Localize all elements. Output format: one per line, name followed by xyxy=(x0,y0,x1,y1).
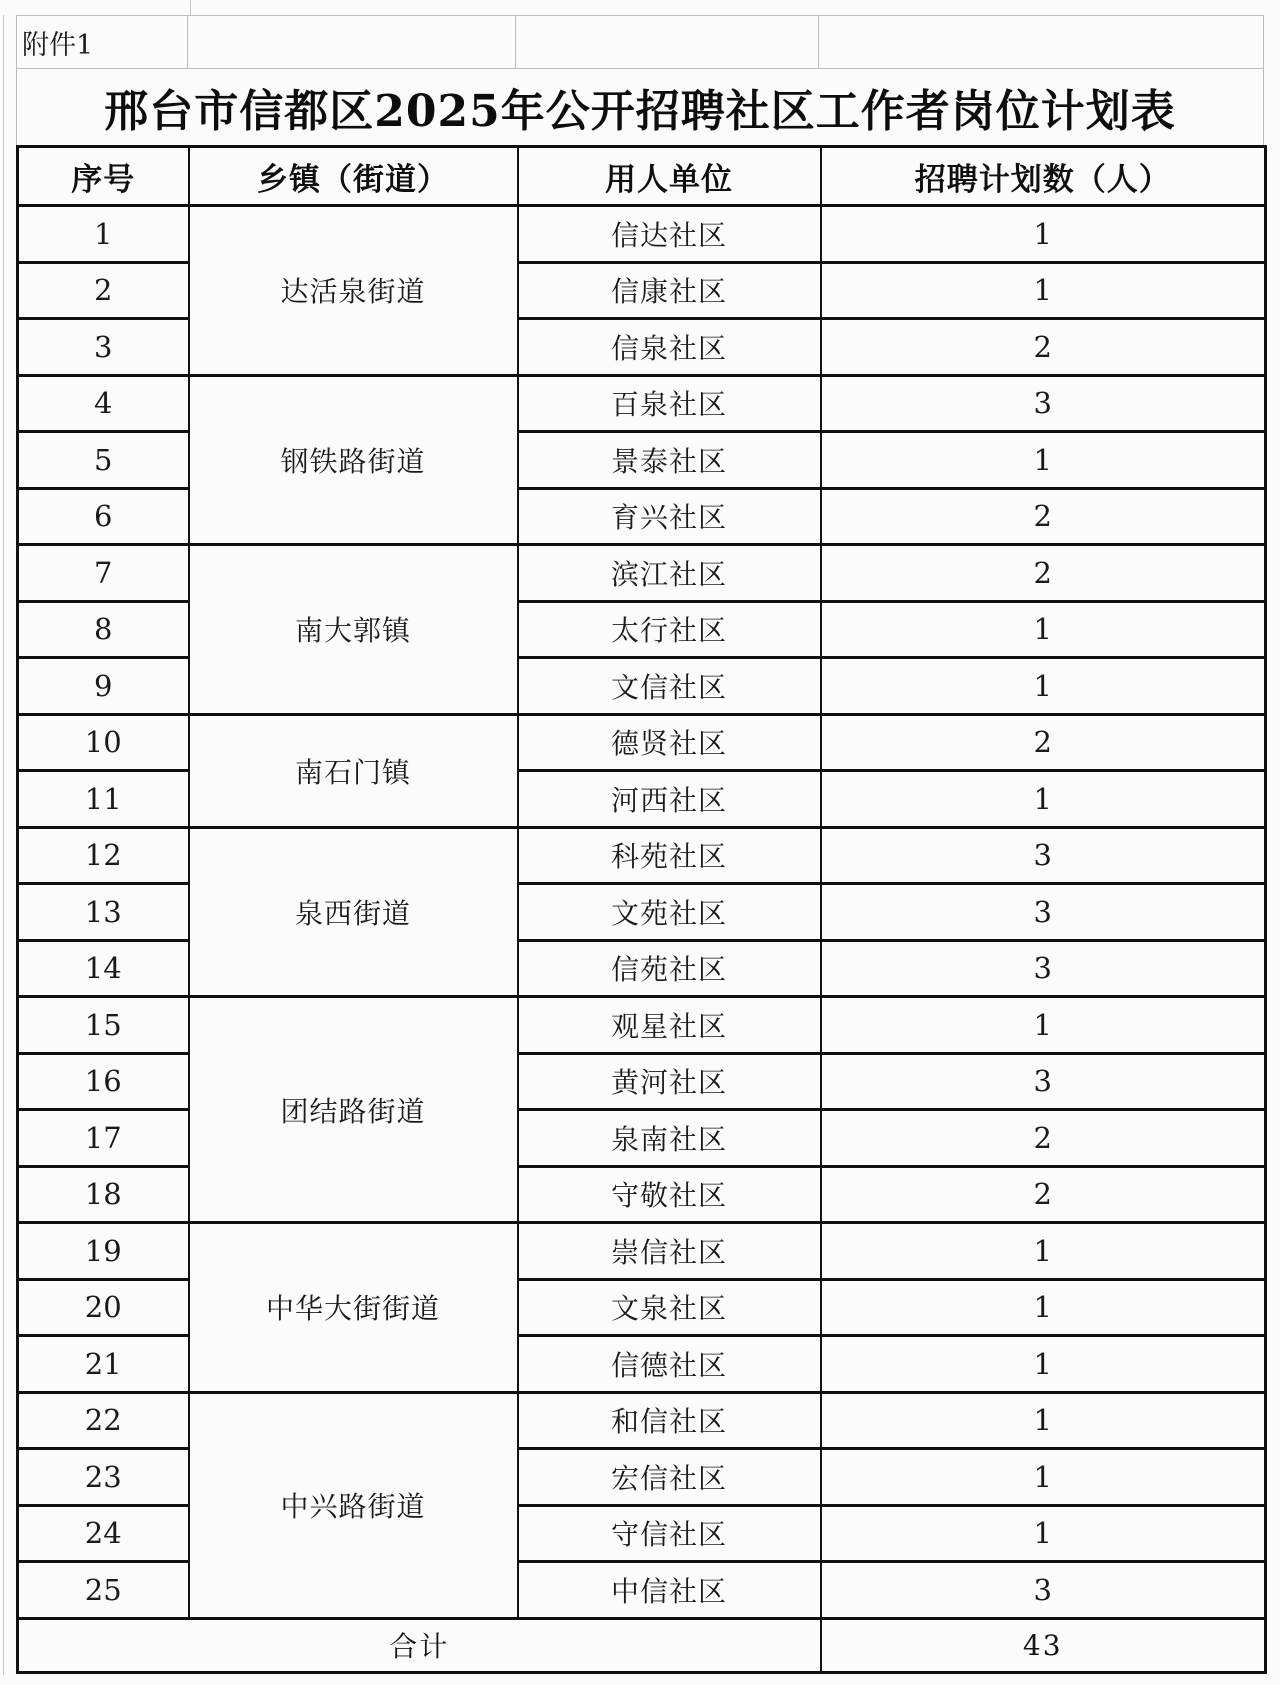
row-number-cell: 18 xyxy=(18,1166,189,1223)
plan-count-cell: 1 xyxy=(821,771,1266,828)
row-number-cell: 5 xyxy=(18,432,189,489)
table-row xyxy=(18,997,1266,1054)
community-cell: 守信社区 xyxy=(518,1505,821,1562)
row-number-cell: 3 xyxy=(18,319,189,376)
township-cell: 中华大街街道 xyxy=(189,1223,518,1393)
township-cell: 泉西街道 xyxy=(189,827,518,997)
row-number-cell: 14 xyxy=(18,940,189,997)
total-row xyxy=(18,1618,1266,1672)
township-cell: 南石门镇 xyxy=(189,714,518,827)
header-row xyxy=(18,147,1266,206)
plan-count-cell: 1 xyxy=(821,1392,1266,1449)
header-cell-employer: 用人单位 xyxy=(518,147,821,206)
community-cell: 中信社区 xyxy=(518,1562,821,1619)
community-cell: 百泉社区 xyxy=(518,375,821,432)
table-row xyxy=(18,375,1266,432)
plan-count-cell: 3 xyxy=(821,1562,1266,1619)
community-cell: 信达社区 xyxy=(518,206,821,263)
community-cell: 科苑社区 xyxy=(518,827,821,884)
plan-count-cell: 1 xyxy=(821,1505,1266,1562)
row-number-cell: 6 xyxy=(18,488,189,545)
community-cell: 宏信社区 xyxy=(518,1449,821,1506)
row-number-cell: 4 xyxy=(18,375,189,432)
township-cell: 南大郭镇 xyxy=(189,545,518,715)
community-cell: 文信社区 xyxy=(518,658,821,715)
row-number-cell: 19 xyxy=(18,1223,189,1280)
plan-count-cell: 3 xyxy=(821,375,1266,432)
plan-count-cell: 1 xyxy=(821,997,1266,1054)
empty-grid-cell xyxy=(516,16,819,68)
row-number-cell: 8 xyxy=(18,601,189,658)
row-number-cell: 17 xyxy=(18,1110,189,1167)
township-cell: 中兴路街道 xyxy=(189,1392,518,1618)
total-value-cell: 43 xyxy=(821,1618,1266,1672)
township-cell: 钢铁路街道 xyxy=(189,375,518,545)
community-cell: 文苑社区 xyxy=(518,884,821,941)
row-number-cell: 2 xyxy=(18,262,189,319)
row-number-cell: 25 xyxy=(18,1562,189,1619)
attachment-row xyxy=(16,15,1264,68)
plan-count-cell: 1 xyxy=(821,1223,1266,1280)
community-cell: 文泉社区 xyxy=(518,1279,821,1336)
plan-count-cell: 1 xyxy=(821,1336,1266,1393)
page-title: 邢台市信都区2025年公开招聘社区工作者岗位计划表 xyxy=(104,86,1176,137)
plan-count-cell: 2 xyxy=(821,319,1266,376)
top-gridline-tick xyxy=(190,0,191,15)
row-number-cell: 10 xyxy=(18,714,189,771)
plan-count-cell: 3 xyxy=(821,827,1266,884)
row-number-cell: 20 xyxy=(18,1279,189,1336)
left-gridline xyxy=(3,15,4,1675)
row-number-cell: 7 xyxy=(18,545,189,602)
plan-count-cell: 3 xyxy=(821,884,1266,941)
row-number-cell: 11 xyxy=(18,771,189,828)
row-number-cell: 24 xyxy=(18,1505,189,1562)
row-number-cell: 21 xyxy=(18,1336,189,1393)
community-cell: 滨江社区 xyxy=(518,545,821,602)
table-body xyxy=(18,206,1266,1619)
empty-grid-cell xyxy=(819,16,1263,68)
header-cell-township: 乡镇（街道） xyxy=(189,147,518,206)
community-cell: 育兴社区 xyxy=(518,488,821,545)
plan-count-cell: 3 xyxy=(821,1053,1266,1110)
row-number-cell: 23 xyxy=(18,1449,189,1506)
row-number-cell: 13 xyxy=(18,884,189,941)
table-row xyxy=(18,545,1266,602)
attachment-cell xyxy=(17,16,188,68)
table-row xyxy=(18,206,1266,263)
community-cell: 信康社区 xyxy=(518,262,821,319)
table-row xyxy=(18,1392,1266,1449)
plan-count-cell: 1 xyxy=(821,601,1266,658)
empty-grid-cell xyxy=(188,16,516,68)
plan-count-cell: 1 xyxy=(821,1449,1266,1506)
community-cell: 景泰社区 xyxy=(518,432,821,489)
recruitment-plan-table xyxy=(16,145,1267,1674)
table-footer xyxy=(18,1618,1266,1672)
table-header xyxy=(18,147,1266,206)
township-cell: 团结路街道 xyxy=(189,997,518,1223)
header-cell-plan-count: 招聘计划数（人） xyxy=(821,147,1266,206)
row-number-cell: 15 xyxy=(18,997,189,1054)
plan-count-cell: 2 xyxy=(821,1110,1266,1167)
table-row xyxy=(18,714,1266,771)
community-cell: 崇信社区 xyxy=(518,1223,821,1280)
table-row xyxy=(18,1223,1266,1280)
township-cell: 达活泉街道 xyxy=(189,206,518,376)
community-cell: 信苑社区 xyxy=(518,940,821,997)
community-cell: 信德社区 xyxy=(518,1336,821,1393)
row-number-cell: 9 xyxy=(18,658,189,715)
community-cell: 太行社区 xyxy=(518,601,821,658)
plan-count-cell: 2 xyxy=(821,488,1266,545)
header-cell-no: 序号 xyxy=(18,147,189,206)
row-number-cell: 1 xyxy=(18,206,189,263)
total-label-cell: 合计 xyxy=(18,1618,821,1672)
attachment-label: 附件1 xyxy=(22,29,94,61)
table-row xyxy=(18,827,1266,884)
community-cell: 泉南社区 xyxy=(518,1110,821,1167)
community-cell: 信泉社区 xyxy=(518,319,821,376)
row-number-cell: 16 xyxy=(18,1053,189,1110)
community-cell: 河西社区 xyxy=(518,771,821,828)
community-cell: 和信社区 xyxy=(518,1392,821,1449)
row-number-cell: 22 xyxy=(18,1392,189,1449)
community-cell: 守敬社区 xyxy=(518,1166,821,1223)
community-cell: 观星社区 xyxy=(518,997,821,1054)
plan-count-cell: 1 xyxy=(821,432,1266,489)
community-cell: 德贤社区 xyxy=(518,714,821,771)
title-band xyxy=(16,68,1264,145)
plan-count-cell: 1 xyxy=(821,1279,1266,1336)
community-cell: 黄河社区 xyxy=(518,1053,821,1110)
plan-count-cell: 2 xyxy=(821,714,1266,771)
row-number-cell: 12 xyxy=(18,827,189,884)
plan-count-cell: 1 xyxy=(821,262,1266,319)
plan-count-cell: 1 xyxy=(821,206,1266,263)
plan-count-cell: 1 xyxy=(821,658,1266,715)
plan-count-cell: 2 xyxy=(821,1166,1266,1223)
plan-count-cell: 2 xyxy=(821,545,1266,602)
plan-count-cell: 3 xyxy=(821,940,1266,997)
